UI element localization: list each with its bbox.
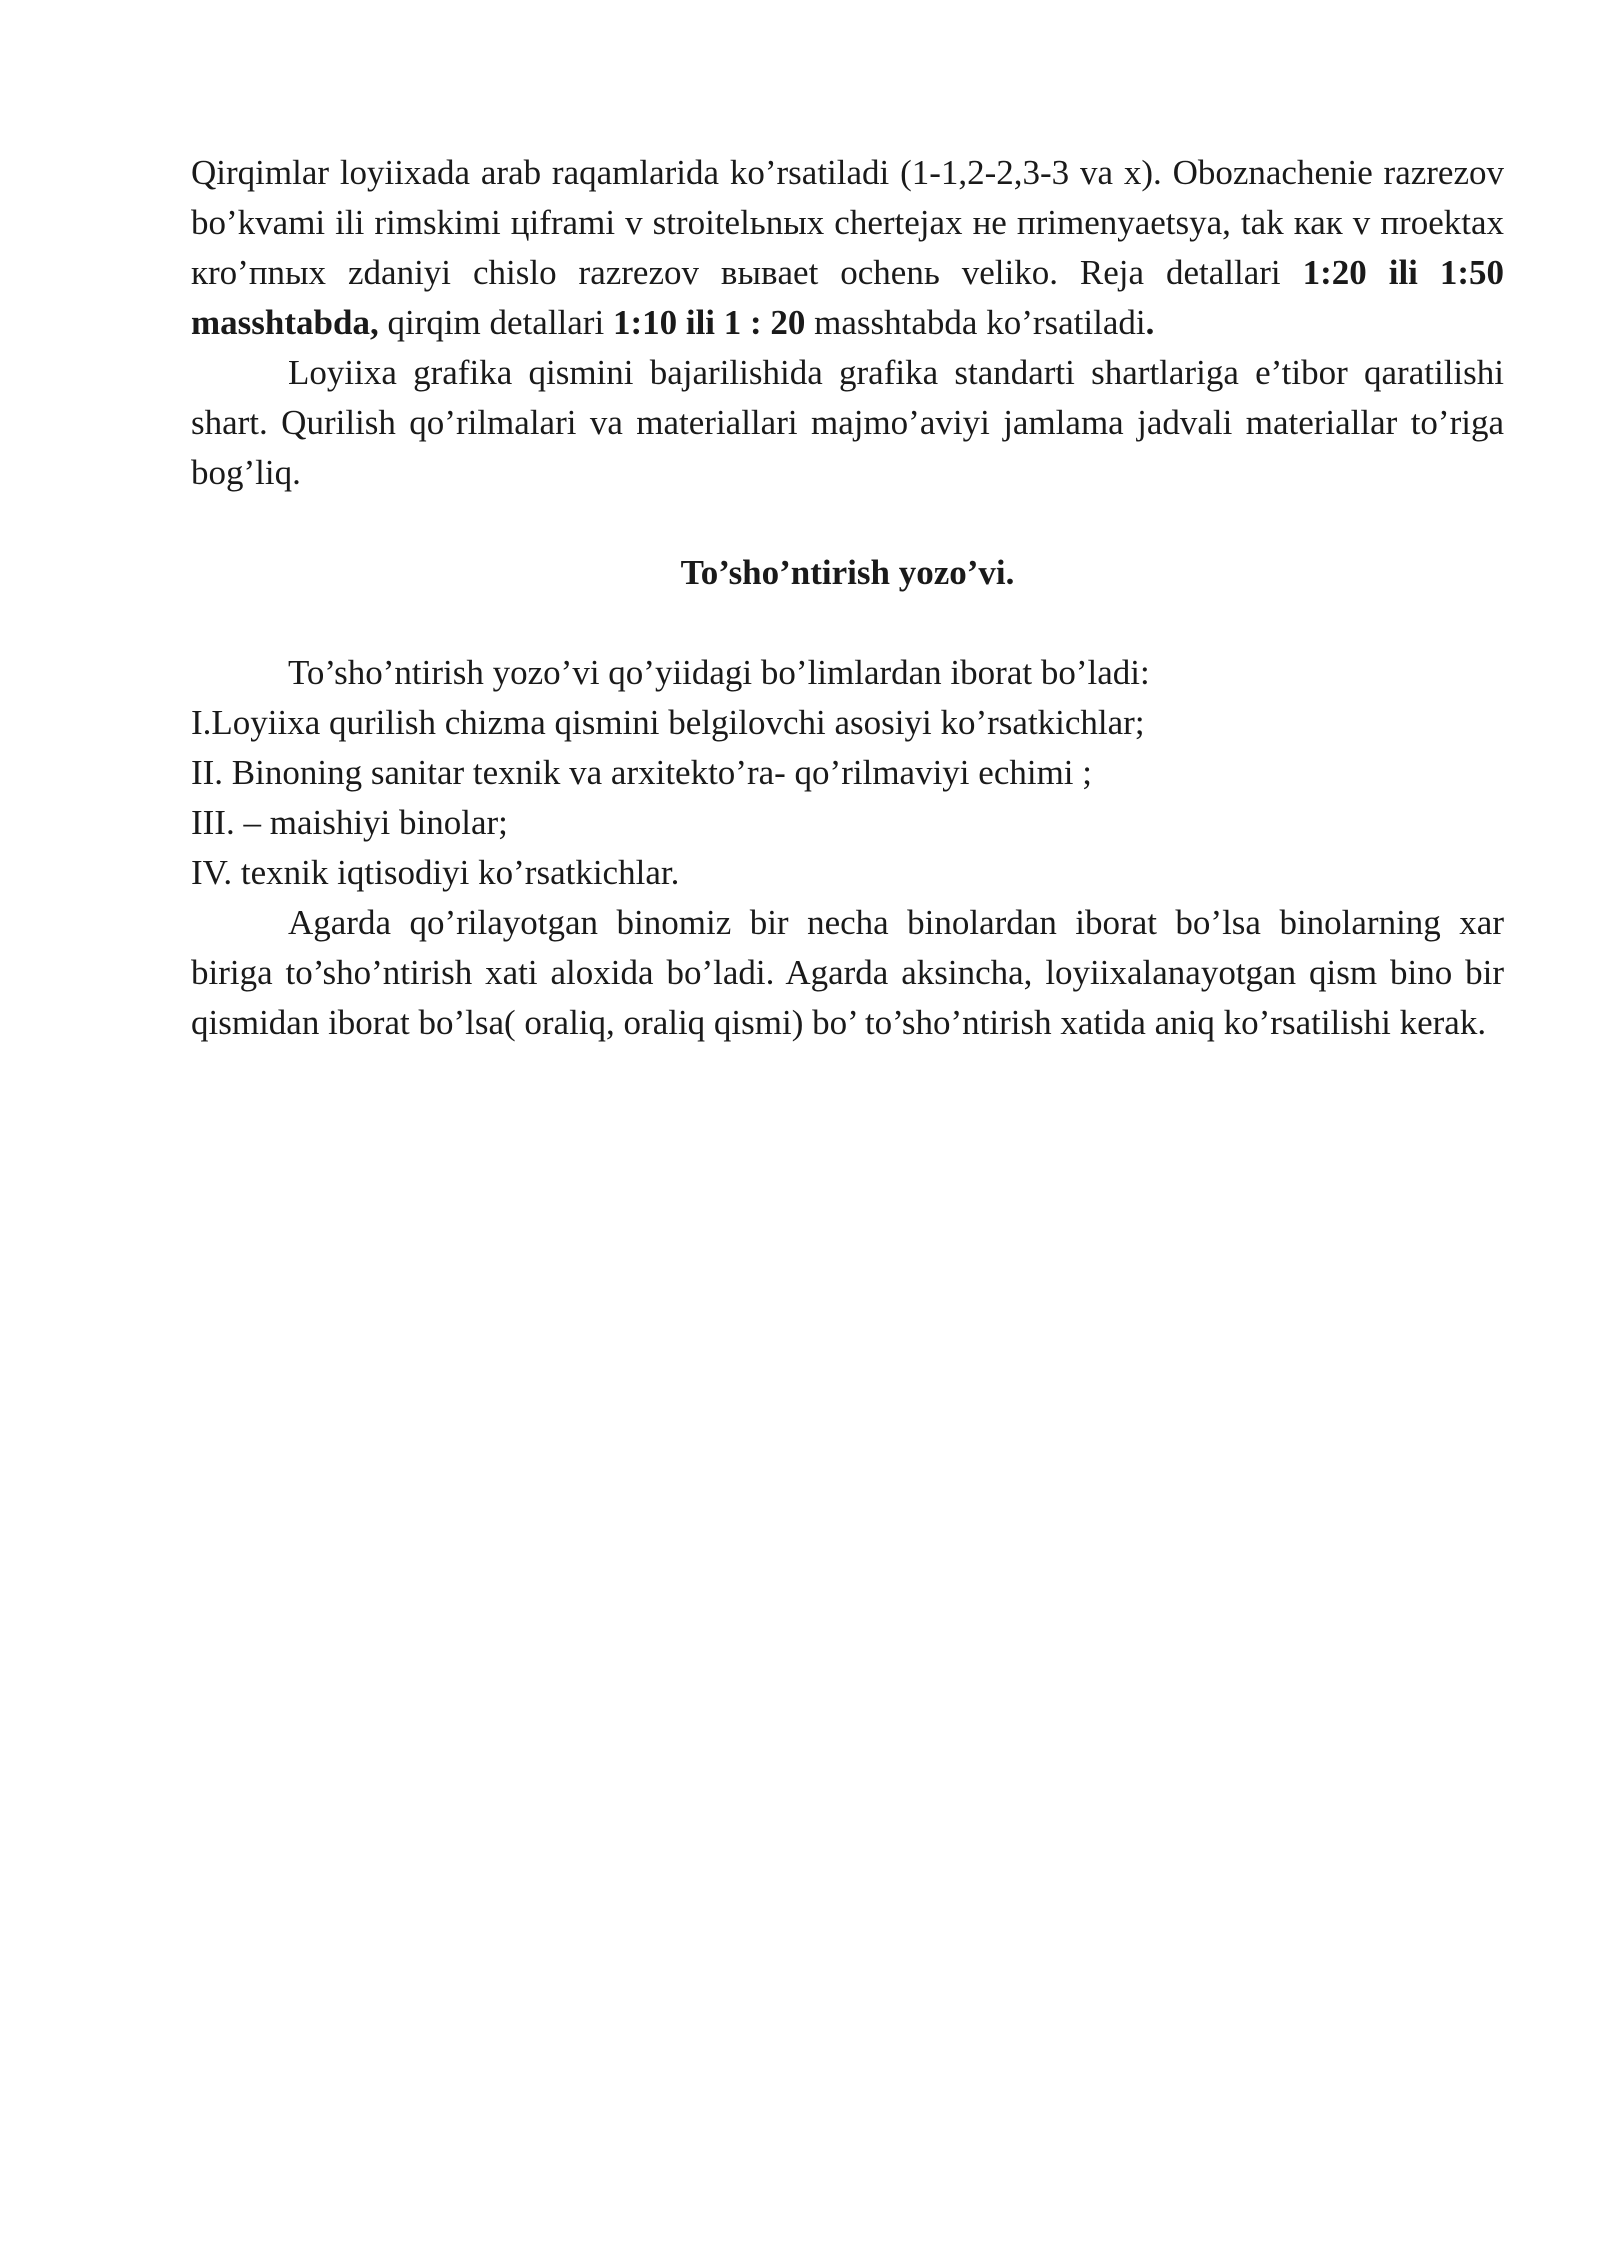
paragraph1-text-1: Qirqimlar loyiixada arab raqamlarida ko’rsatiladi (1-1,2-2,3-3 va x). Oboznachenie razrezov bo’kvami ili rimskimi цiframi v stroitelьnых chertejax не пrimenyaetsya, tak как v пroektах кro’пnых zdaniyi chislo razrezov вывaet оchenь veliko. Reja detallari [191, 153, 1504, 292]
paragraph1-bold-scale-1: 1:20 ili 1:50 masshtabda, [191, 253, 1504, 342]
paragraph1-bold-period: . [1145, 303, 1155, 342]
paragraph1-bold-scale-2: 1:10 ili 1 : 20 [612, 303, 806, 342]
paragraph-explanatory-note-details: Agarda qo’rilayotgan binomiz bir necha binolardan iborat bo’lsa binolarning xar biriga to’sho’ntirish xati aloxida bo’ladi. Agarda aksincha, loyiixalanayotgan qism bino bir qismidan iborat bo’lsa( oraliq, oraliq qismi) bo’ to’sho’ntirish xatida aniq ko’rsatilishi kerak. [191, 903, 1504, 1042]
list-item: I.Loyiixa qurilish chizma qismini belgilovchi asosiyi ko’rsatkichlar; [191, 703, 1145, 742]
paragraph-explanatory-note-intro: To’sho’ntirish yozo’vi qo’yiidagi bo’limlardan iborat bo’ladi: [288, 653, 1150, 692]
paragraph1-text-2: qirqim detallari [378, 303, 613, 342]
list-item: III. – maishiyi binolar; [191, 803, 508, 842]
list-item: II. Binoning sanitar texnik va arxitekto’ra- qo’rilmaviyi echimi ; [191, 753, 1092, 792]
document-body [191, 148, 1504, 1048]
paragraph1-text-3: masshtabda ko’rsatiladi [805, 303, 1146, 342]
paragraph-sections-scale [191, 148, 1504, 348]
section-heading: To’sho’ntirish yozo’vi. [680, 553, 1015, 592]
list-item: IV. texnik iqtisodiyi ko’rsatkichlar. [191, 853, 680, 892]
paragraph-graphics-standards: Loyiixa grafika qismini bajarilishida grafika standarti shartlariga e’tibor qaratilishi shart. Qurilish qo’rilmalari va materiallari majmo’aviyi jamlama jadvali materiallar to’riga bog’liq. [191, 353, 1504, 492]
